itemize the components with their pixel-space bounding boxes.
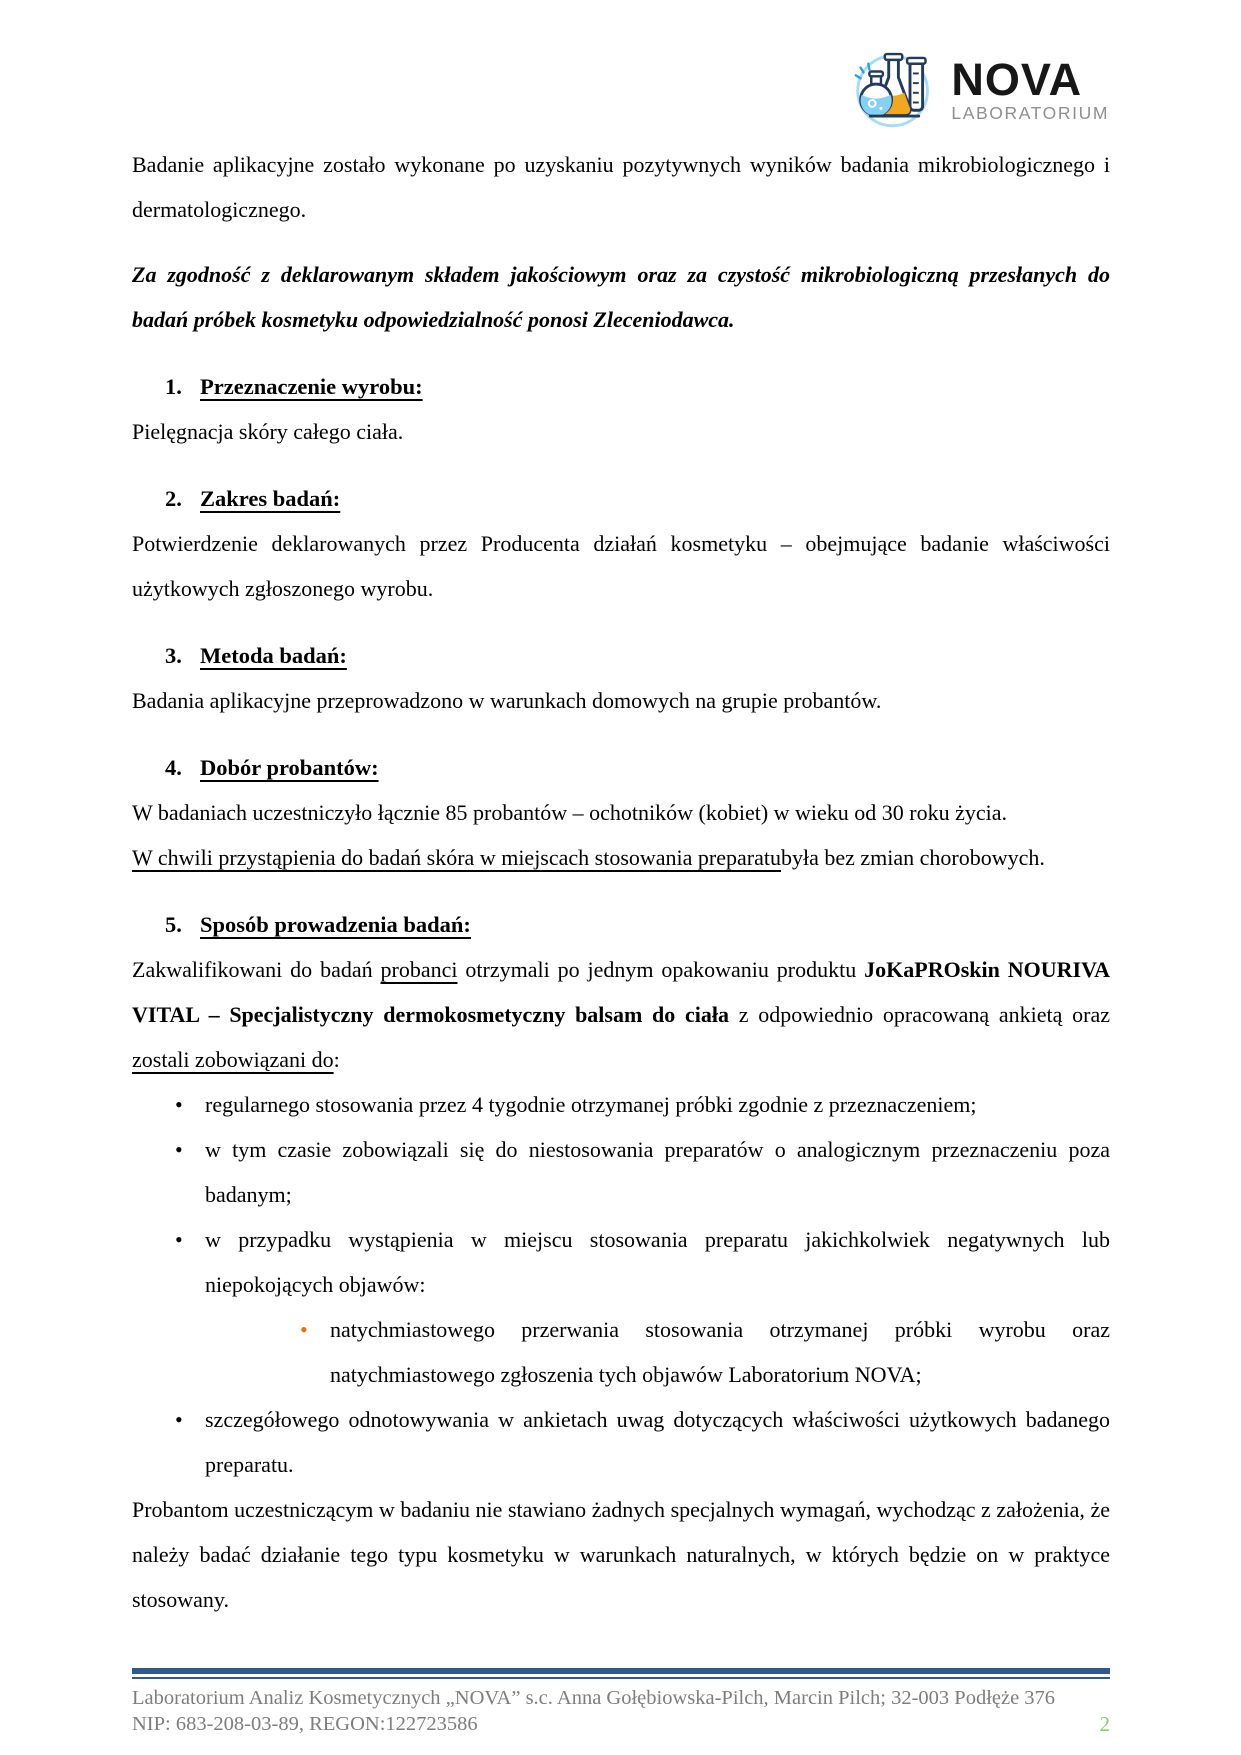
list-item — [132, 1217, 1110, 1307]
bullet-icon: • — [300, 1317, 308, 1342]
bullet-icon: • — [175, 1137, 183, 1162]
heading-zakres-badan — [132, 476, 1110, 521]
plain-text: Zakwalifikowani do badań — [132, 957, 381, 982]
logo-text — [951, 53, 1109, 123]
underlined-text: W chwili przystąpienia do badań skóra w miejscach stosowania preparatu — [132, 845, 781, 870]
flasks-icon — [849, 44, 941, 135]
intro-paragraph: Badanie aplikacyjne zostało wykonane po uzyskaniu pozytywnych wyników badania mikrobiologicznego i dermatologicznego. — [132, 152, 1110, 222]
plain-text: otrzymali po jednym opakowaniu produktu — [457, 957, 865, 982]
heading-title: Zakres badań: — [200, 486, 341, 511]
page-footer — [132, 1668, 1110, 1737]
underlined-text: zostali zobowiązani do — [132, 1047, 334, 1072]
section-3-body: Badania aplikacyjne przeprowadzono w warunkach domowych na grupie probantów. — [132, 688, 882, 713]
section-2-body: Potwierdzenie deklarowanych przez Producenta działań kosmetyku – obejmujące badanie właściwości użytkowych zgłoszonego wyrobu. — [132, 531, 1110, 601]
heading-title: Metoda badań: — [200, 643, 347, 668]
logo-subtitle: LABORATORIUM — [951, 102, 1109, 123]
list-item-text: regularnego stosowania przez 4 tygodnie otrzymanej próbki zgodnie z przeznaczeniem; — [205, 1092, 977, 1117]
nested-list-item — [132, 1307, 1110, 1397]
plain-text: była bez zmian chorobowych. — [781, 845, 1045, 870]
heading-sposob-prowadzenia-badan — [132, 902, 1110, 947]
heading-metoda-badan — [132, 633, 1110, 678]
heading-title: Dobór probantów: — [200, 755, 379, 780]
section-1-body: Pielęgnacja skóry całego ciała. — [132, 419, 404, 444]
heading-title: Przeznaczenie wyrobu: — [200, 374, 423, 399]
disclaimer-paragraph: Za zgodność z deklarowanym składem jakościowym oraz za czystość mikrobiologiczną przesłanych do badań próbek kosmetyku odpowiedzialność ponosi Zleceniodawca. — [132, 262, 1110, 332]
section-4-body: W badaniach uczestniczyło łącznie 85 probantów – ochotników (kobiet) w wieku od 30 roku życia. — [132, 800, 1008, 825]
heading-number: 2. — [165, 486, 182, 511]
list-item-text: szczegółowego odnotowywania w ankietach uwag dotyczących właściwości użytkowych badanego preparatu. — [205, 1407, 1110, 1477]
closing-paragraph: Probantom uczestniczącym w badaniu nie stawiano żadnych specjalnych wymagań, wychodząc z założenia, że należy badać działanie tego typu kosmetyku w warunkach naturalnych, w których będzie on w praktyce stosowany. — [132, 1497, 1110, 1612]
footer-company-line: Laboratorium Analiz Kosmetycznych „NOVA” s.c. Anna Gołębiowska-Pilch, Marcin Pilch; 32-003 Podłęże 376 — [132, 1687, 1056, 1709]
footer-tax-ids: NIP: 683-208-03-89, REGON:122723586 — [132, 1713, 478, 1735]
heading-title: Sposób prowadzenia badań: — [200, 912, 471, 937]
nova-logo — [849, 44, 1109, 135]
list-item — [132, 1082, 1110, 1127]
product-name: JoKaPROskin NOURIVA VITAL – Specjalistyczny dermokosmetyczny balsam do ciała — [132, 957, 1111, 1027]
heading-przeznaczenie-wyrobu — [132, 364, 1110, 409]
underlined-text: probanci — [380, 957, 458, 982]
heading-number: 4. — [165, 755, 182, 780]
bullet-icon: • — [175, 1407, 183, 1432]
plain-text: z odpowiednio opracowaną ankietą oraz — [729, 1002, 1110, 1027]
heading-number: 3. — [165, 643, 182, 668]
list-item-text: natychmiastowego przerwania stosowania otrzymanej próbki wyrobu oraz natychmiastowego zgłoszenia tych objawów Laboratorium NOVA; — [330, 1317, 1110, 1387]
logo-name: NOVA — [951, 53, 1083, 105]
heading-dobor-probantow — [132, 745, 1110, 790]
bullet-icon: • — [175, 1227, 183, 1252]
section-4-skin-note — [132, 835, 1110, 880]
list-item — [132, 1397, 1110, 1487]
page-number: 2 — [1099, 1712, 1110, 1736]
heading-number: 5. — [165, 912, 182, 937]
study-procedure-intro — [132, 947, 1110, 1082]
list-item-text: w tym czasie zobowiązali się do niestosowania preparatów o analogicznym przeznaczeniu poza badanym; — [205, 1137, 1110, 1207]
plain-text: : — [333, 1047, 340, 1072]
document-body — [132, 142, 1110, 1622]
list-item — [132, 1127, 1110, 1217]
bullet-icon: • — [175, 1092, 183, 1117]
heading-number: 1. — [165, 374, 182, 399]
list-item-text: w przypadku wystąpienia w miejscu stosowania preparatu jakichkolwiek negatywnych lub niepokojących objawów: — [205, 1227, 1110, 1297]
footer-divider — [132, 1668, 1110, 1679]
